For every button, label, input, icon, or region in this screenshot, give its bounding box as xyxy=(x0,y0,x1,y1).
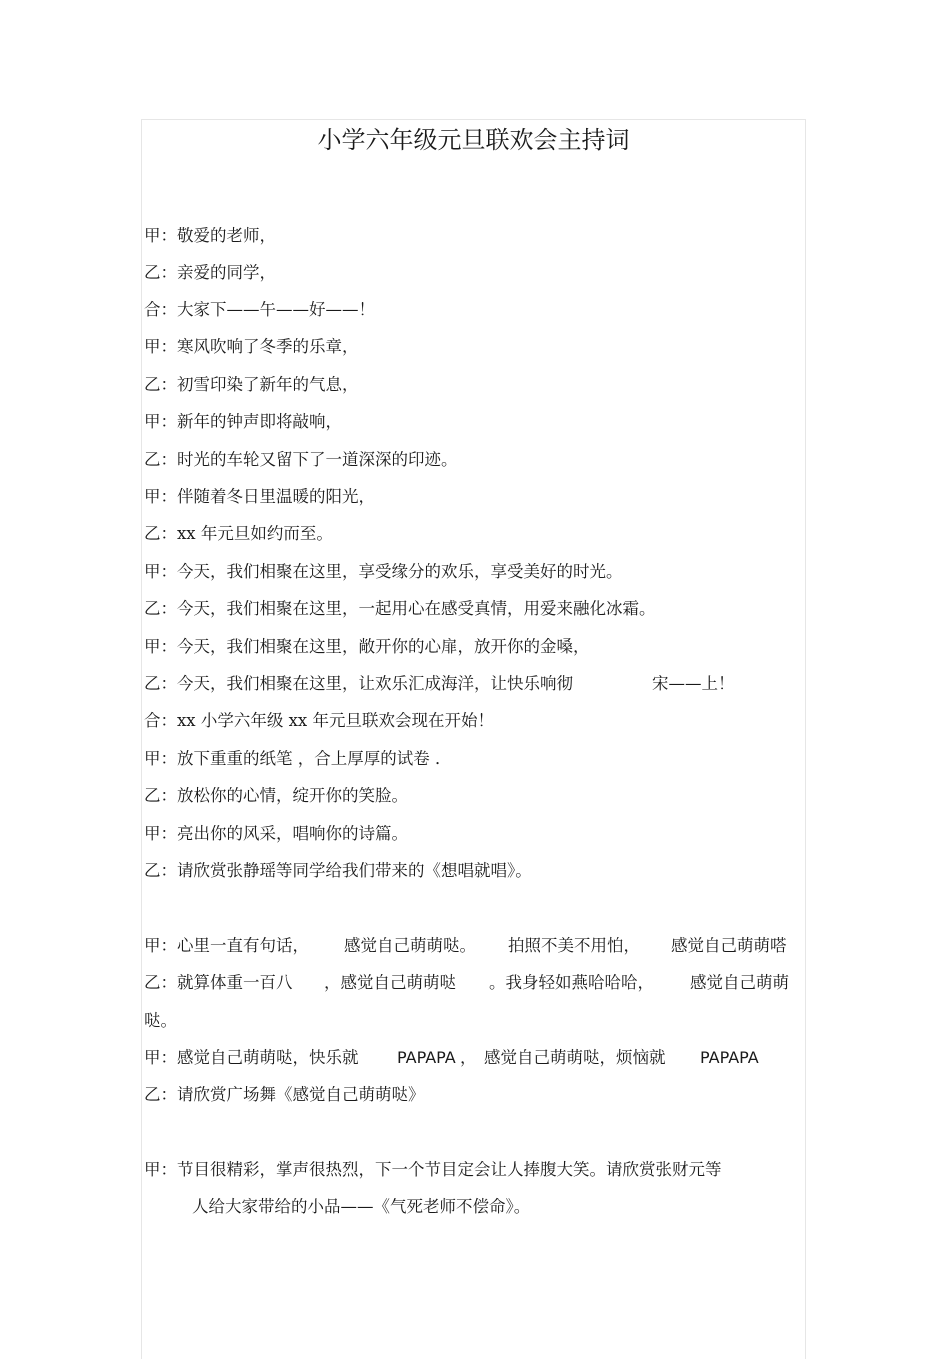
script-line-part: 感觉自己萌萌 xyxy=(690,973,789,992)
script-line: 乙：请欣赏广场舞《感觉自己萌萌哒》 xyxy=(144,1085,425,1104)
script-line-part: 甲：心里一直有句话， xyxy=(144,936,309,955)
script-line: 乙：请欣赏张静瑶等同学给我们带来的《想唱就唱》。 xyxy=(144,861,532,880)
script-line: 乙：xx 年元旦如约而至。 xyxy=(144,524,333,543)
document-title: 小学六年级元旦联欢会主持词 xyxy=(317,126,630,154)
script-line: 甲：节目很精彩，掌声很热烈，下一个节目定会让人捧腹大笑。请欣赏张财元等 xyxy=(144,1160,722,1179)
script-line: 合：大家下——午——好——！ xyxy=(144,300,375,319)
script-line: 甲：新年的钟声即将敲响， xyxy=(144,412,342,431)
script-line: 甲：亮出你的风采，唱响你的诗篇。 xyxy=(144,824,408,843)
script-line: 乙：今天，我们相聚在这里，一起用心在感受真情，用爱来融化冰霜。 xyxy=(144,599,656,618)
script-line-part: PAPAPA xyxy=(397,1048,456,1067)
script-line: 甲：寒风吹响了冬季的乐章， xyxy=(144,337,359,356)
script-line: 乙：放松你的心情，绽开你的笑脸。 xyxy=(144,786,408,805)
script-line: 乙：初雪印染了新年的气息， xyxy=(144,375,359,394)
script-line-part: 乙：就算体重一百八 xyxy=(144,973,293,992)
script-line: 甲：伴随着冬日里温暖的阳光， xyxy=(144,487,375,506)
script-line-part: 感觉自己萌萌哒，烦恼就 xyxy=(484,1048,666,1067)
script-line: 甲：今天，我们相聚在这里，敞开你的心扉，放开你的金嗓， xyxy=(144,637,590,656)
script-line-part: ，感觉自己萌萌哒 xyxy=(324,973,456,992)
script-line: 甲：敬爱的老师， xyxy=(144,226,276,245)
script-line: 甲：放下重重的纸笔 ，合上厚厚的试卷 ． xyxy=(144,749,452,768)
script-line: 哒。 xyxy=(144,1011,177,1030)
script-line-part: 感觉自己萌萌嗒 xyxy=(671,936,787,955)
script-line: 乙：亲爱的同学， xyxy=(144,263,276,282)
script-line-part: ， xyxy=(460,1048,477,1067)
script-line-part: 。我身轻如燕哈哈哈， xyxy=(489,973,654,992)
script-line: 人给大家带给的小品——《气死老师不偿命》。 xyxy=(192,1197,531,1216)
script-line: 乙：时光的车轮又留下了一道深深的印迹。 xyxy=(144,450,458,469)
script-line: 甲：今天，我们相聚在这里，享受缘分的欢乐，享受美好的时光。 xyxy=(144,562,623,581)
script-line-part: 甲：感觉自己萌萌哒，快乐就 xyxy=(144,1048,359,1067)
script-line: 合：xx 小学六年级 xx 年元旦联欢会现在开始！ xyxy=(144,711,494,730)
script-line-part: 感觉自己萌萌哒。 xyxy=(344,936,476,955)
script-line-text: 乙：今天，我们相聚在这里，让欢乐汇成海洋，让快乐响彻 xyxy=(144,674,573,693)
script-line-tail: 宋——上！ xyxy=(652,674,735,693)
script-line-part: PAPAPA xyxy=(700,1048,759,1067)
script-line-part: 拍照不美不用怕， xyxy=(508,936,640,955)
